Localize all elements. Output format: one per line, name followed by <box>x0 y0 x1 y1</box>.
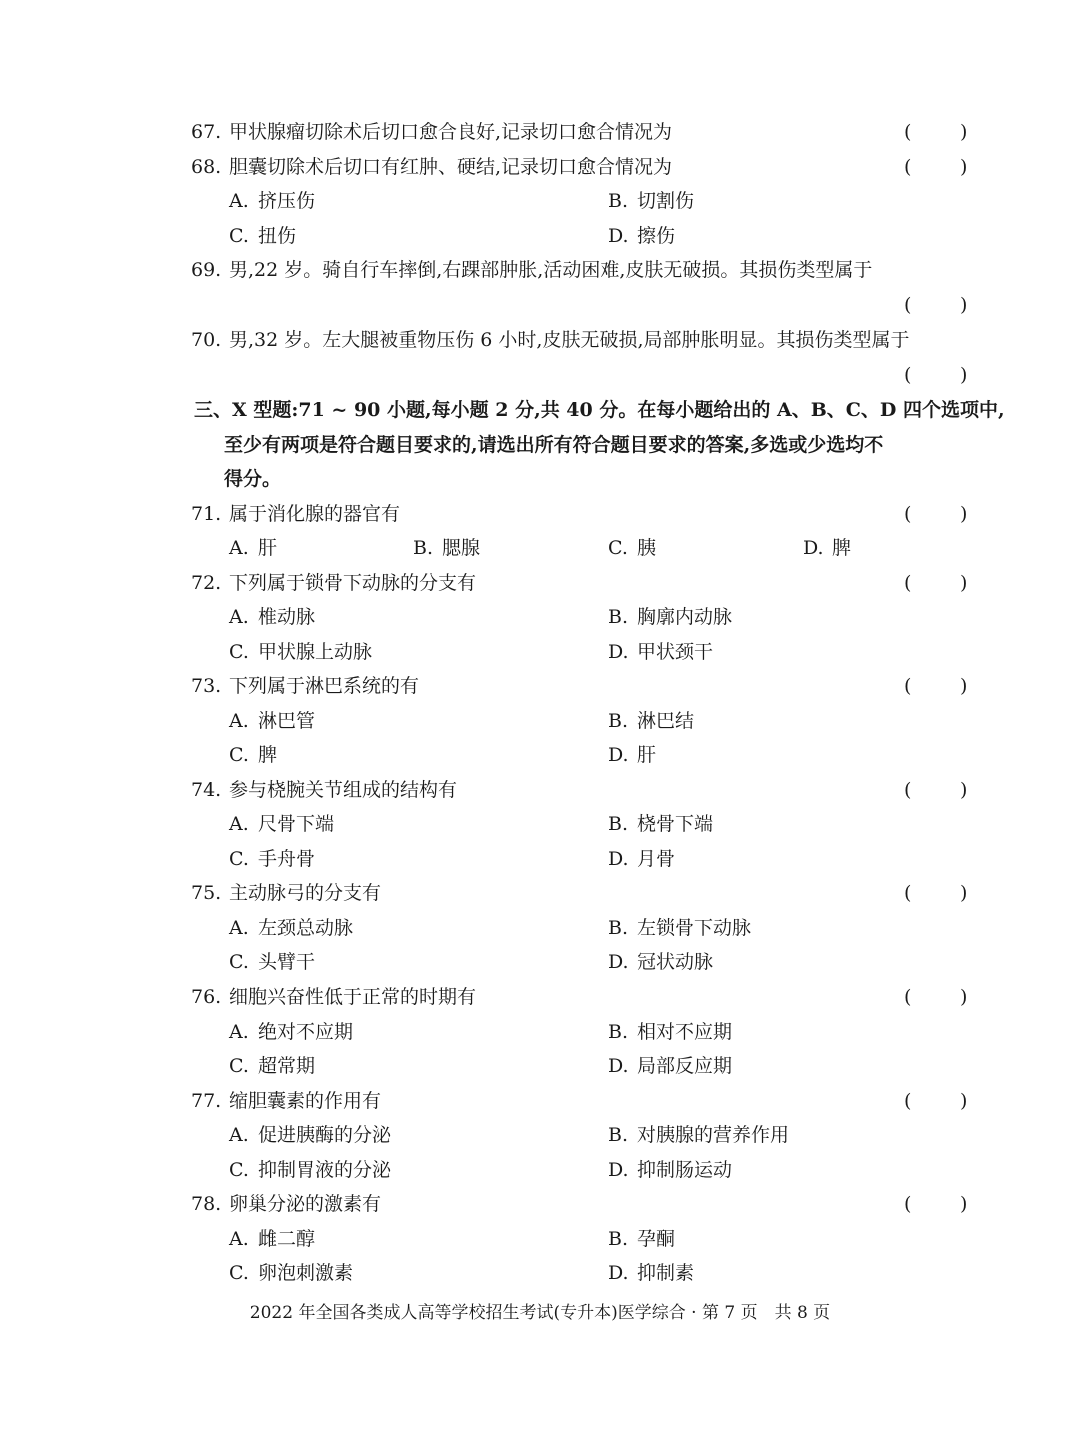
option-a: A. 淋巴管 <box>229 710 316 732</box>
question-72: 72. 下列属于锁骨下动脉的分支有 ( ) <box>0 566 1080 600</box>
question-number: 76. <box>191 986 222 1008</box>
option-c: C. 手舟骨 <box>229 848 316 870</box>
question-stem: 下列属于淋巴系统的有 <box>229 675 420 697</box>
question-75: 75. 主动脉弓的分支有 ( ) <box>0 876 1080 910</box>
option-d: D. 抑制素 <box>608 1262 695 1284</box>
option-d: D. 甲状颈干 <box>608 641 714 663</box>
options-row <box>0 184 1080 218</box>
option-d: D. 冠状动脉 <box>608 951 714 973</box>
option-d: D. 擦伤 <box>608 225 676 247</box>
question-69 <box>0 253 1080 287</box>
options-row <box>0 635 1080 669</box>
option-b: B. 孕酮 <box>608 1228 676 1250</box>
option-a: A. 绝对不应期 <box>229 1021 354 1043</box>
options-row <box>0 738 1080 772</box>
answer-line: ( ) <box>904 364 968 386</box>
option-b: B. 左锁骨下动脉 <box>608 917 752 939</box>
option-b: B. 相对不应期 <box>608 1021 733 1043</box>
question-number: 68. <box>191 156 222 178</box>
option-c: C. 胰 <box>608 537 657 559</box>
question-number: 77. <box>191 1090 222 1112</box>
option-c: C. 甲状腺上动脉 <box>229 641 373 663</box>
option-d: D. 月骨 <box>608 848 676 870</box>
section-heading <box>0 462 1080 496</box>
question-stem: 甲状腺瘤切除术后切口愈合良好,记录切口愈合情况为 <box>229 121 673 143</box>
option-d: D. 肝 <box>608 744 657 766</box>
options-row <box>0 219 1080 253</box>
option-b: B. 对胰腺的营养作用 <box>608 1124 790 1146</box>
option-c: C. 扭伤 <box>229 225 297 247</box>
question-number: 78. <box>191 1193 222 1215</box>
question-stem: 男,32 岁。左大腿被重物压伤 6 小时,皮肤无破损,局部肿胀明显。其损伤类型属于 <box>229 329 910 351</box>
question-stem: 属于消化腺的器官有 <box>229 503 401 525</box>
question-71: 71. 属于消化腺的器官有 ( ) <box>0 497 1080 531</box>
answer-line: ( ) <box>904 294 968 316</box>
option-b: B. 腮腺 <box>413 537 481 559</box>
option-b: B. 切割伤 <box>608 190 695 212</box>
option-b: B. 胸廓内动脉 <box>608 606 733 628</box>
section-heading-line-2: 至少有两项是符合题目要求的,请选出所有符合题目要求的答案,多选或少选均不 <box>224 434 884 456</box>
question-stem: 主动脉弓的分支有 <box>229 882 382 904</box>
options-row <box>0 1015 1080 1049</box>
option-c: C. 卵泡刺激素 <box>229 1262 354 1284</box>
options-row <box>0 1256 1080 1290</box>
option-b: B. 桡骨下端 <box>608 813 714 835</box>
question-stem: 下列属于锁骨下动脉的分支有 <box>229 572 477 594</box>
question-number: 67. <box>191 121 222 143</box>
question-stem: 细胞兴奋性低于正常的时期有 <box>229 986 477 1008</box>
question-stem: 胆囊切除术后切口有红肿、硬结,记录切口愈合情况为 <box>229 156 673 178</box>
option-c: C. 脾 <box>229 744 278 766</box>
section-heading <box>0 428 1080 462</box>
option-a: A. 椎动脉 <box>229 606 316 628</box>
option-d: D. 局部反应期 <box>608 1055 733 1077</box>
question-number: 71. <box>191 503 222 525</box>
question-stem: 卵巢分泌的激素有 <box>229 1193 382 1215</box>
question-70 <box>0 323 1080 357</box>
question-76: 76. 细胞兴奋性低于正常的时期有 ( ) <box>0 980 1080 1014</box>
question-78: 78. 卵巢分泌的激素有 ( ) <box>0 1187 1080 1221</box>
option-c: C. 超常期 <box>229 1055 316 1077</box>
question-74: 74. 参与桡腕关节组成的结构有 ( ) <box>0 773 1080 807</box>
options-row <box>0 842 1080 876</box>
question-68: 68. 胆囊切除术后切口有红肿、硬结,记录切口愈合情况为 ( ) <box>0 150 1080 184</box>
option-d: D. 抑制肠运动 <box>608 1159 733 1181</box>
question-stem: 参与桡腕关节组成的结构有 <box>229 779 458 801</box>
options-row <box>0 531 1080 565</box>
section-heading <box>0 393 1080 427</box>
question-stem: 缩胆囊素的作用有 <box>229 1090 382 1112</box>
page-footer: 2022 年全国各类成人高等学校招生考试(专升本)医学综合 · 第 7 页 共 8 页 <box>249 1303 831 1323</box>
question-number: 69. <box>191 259 222 281</box>
options-row <box>0 807 1080 841</box>
section-heading-line-1: 三、X 型题:71 ~ 90 小题,每小题 2 分,共 40 分。在每小题给出的 A、B、C、D 四个选项中, <box>194 399 1005 421</box>
option-c: C. 头臂干 <box>229 951 316 973</box>
question-number: 74. <box>191 779 222 801</box>
option-a: A. 左颈总动脉 <box>229 917 354 939</box>
option-a: A. 促进胰酶的分泌 <box>229 1124 392 1146</box>
option-c: C. 抑制胃液的分泌 <box>229 1159 392 1181</box>
options-row <box>0 1118 1080 1152</box>
question-73: 73. 下列属于淋巴系统的有 ( ) <box>0 669 1080 703</box>
section-heading-line-3: 得分。 <box>224 468 282 490</box>
option-a: A. 挤压伤 <box>229 190 316 212</box>
question-number: 72. <box>191 572 222 594</box>
option-a: A. 雌二醇 <box>229 1228 316 1250</box>
option-a: A. 尺骨下端 <box>229 813 335 835</box>
question-number: 73. <box>191 675 222 697</box>
option-b: B. 淋巴结 <box>608 710 695 732</box>
options-row <box>0 1049 1080 1083</box>
question-number: 70. <box>191 329 222 351</box>
question-stem: 男,22 岁。骑自行车摔倒,右踝部肿胀,活动困难,皮肤无破损。其损伤类型属于 <box>229 259 873 281</box>
question-67: 67. 甲状腺瘤切除术后切口愈合良好,记录切口愈合情况为 ( ) <box>0 115 1080 149</box>
options-row <box>0 911 1080 945</box>
options-row <box>0 945 1080 979</box>
options-row <box>0 1153 1080 1187</box>
options-row <box>0 704 1080 738</box>
question-number: 75. <box>191 882 222 904</box>
option-a: A. 肝 <box>229 537 278 559</box>
options-row <box>0 1222 1080 1256</box>
option-d: D. 脾 <box>803 537 852 559</box>
options-row <box>0 600 1080 634</box>
question-77: 77. 缩胆囊素的作用有 ( ) <box>0 1084 1080 1118</box>
